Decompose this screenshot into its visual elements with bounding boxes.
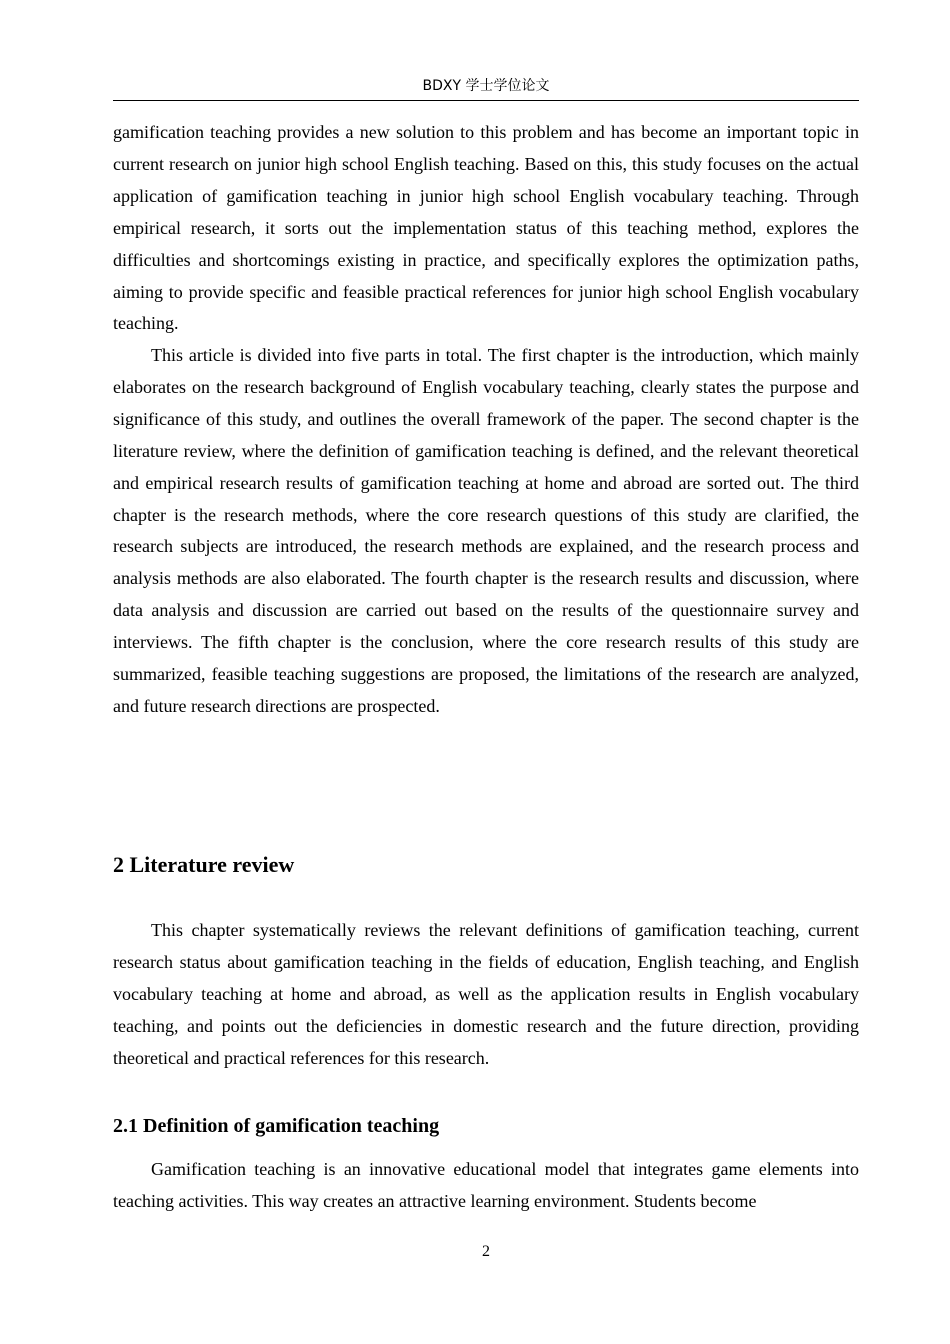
paragraph-structure-overview: This article is divided into five parts in total. The first chapter is the introduction, which mainly elaborates on the research background of English vocabulary teaching, clearly states the purpose and significance of this study, and outlines the overall framework of the paper. The second chapter is the literature review, where the definition of gamification teaching is defined, and the relevant theoretical and empirical research results of gamification teaching at home and abroad are sorted out. The third chapter is the research methods, where the core research questions of this study are clarified, the research subjects are introduced, the research methods are explained, and the research process and analysis methods are also elaborated. The fourth chapter is the research results and discussion, where data analysis and discussion are carried out based on the results of the questionnaire survey and interviews. The fifth chapter is the conclusion, where the core research results of this study are summarized, feasible teaching suggestions are proposed, the limitations of the research are analyzed, and future research directions are prospected. xyxy=(113,345,859,716)
paragraph-continuation: gamification teaching provides a new solution to this problem and has become an important topic in current research on junior high school English teaching. Based on this, this study focuses on the actual application of gamification teaching in junior high school English vocabulary teaching. Through empirical research, it sorts out the implementation status of this teaching method, explores the difficulties and shortcomings existing in practice, and specifically explores the optimization paths, aiming to provide specific and feasible practical references for junior high school English vocabulary teaching. xyxy=(113,122,859,334)
running-header: BDXY 学士学位论文 xyxy=(422,78,550,94)
header-rule xyxy=(113,100,859,101)
paragraph-chapter-intro: This chapter systematically reviews the relevant definitions of gamification teaching, current research status about gamification teaching in the fields of education, English teaching, and English vocabulary teaching at home and abroad, as well as the application results in English vocabulary teaching, and points out the deficiencies in domestic research and the future direction, providing theoretical and practical references for this research. xyxy=(113,920,859,1068)
section-heading-literature-review: 2 Literature review xyxy=(113,852,295,877)
page-number: 2 xyxy=(482,1243,490,1260)
subsection-heading-definition: 2.1 Definition of gamification teaching xyxy=(113,1115,440,1137)
paragraph-definition: Gamification teaching is an innovative educational model that integrates game elements into teaching activities. This way creates an attractive learning environment. Students become xyxy=(113,1159,859,1211)
